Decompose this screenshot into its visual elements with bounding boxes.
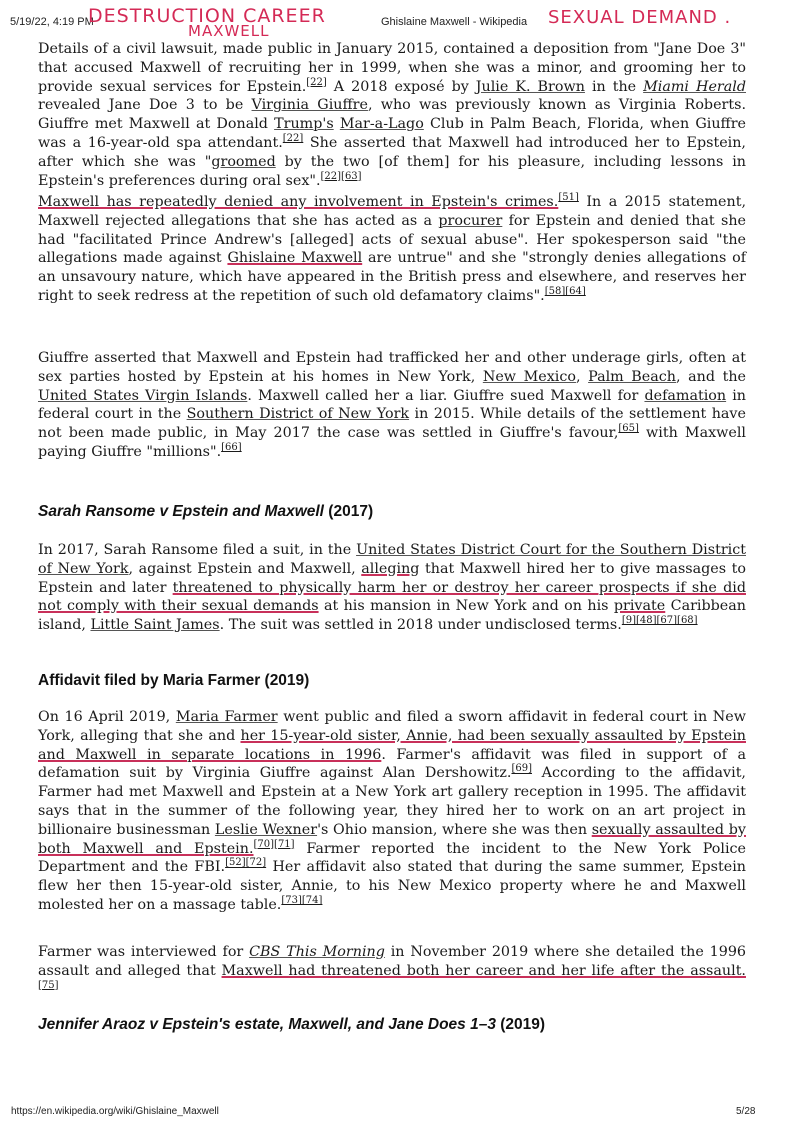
- print-page-number: 5/28: [736, 1106, 756, 1117]
- citation-link[interactable]: [66]: [221, 442, 242, 454]
- text: are untrue" and she "strongly denies allegations of an unsavoury nature, which have appeared in the British press and elsewhere, and reserves her right to seek redress at the repetition of such old defamatory claims".: [38, 250, 746, 304]
- section-heading-araoz: Jennifer Araoz v Epstein's estate, Maxwell, and Jane Does 1–3 (2019): [38, 1016, 546, 1033]
- link-us-virgin-islands[interactable]: United States Virgin Islands: [38, 387, 248, 404]
- text: According to the affidavit, Farmer had met Maxwell and Epstein at a New York art gallery reception in 1995. The affidavit says that in the summer of the following year, they hired her to work on an art project in billionaire businessman: [38, 765, 746, 838]
- link-ghislaine-maxwell[interactable]: Ghislaine Maxwell: [227, 250, 363, 267]
- text: by the two [of them] for his pleasure, including lessons in Epstein's preferences during oral sex".: [38, 153, 747, 189]
- link-virginia-giuffre[interactable]: Virginia Giuffre: [251, 97, 368, 114]
- section-ransome: [38, 541, 746, 635]
- link-julie-k-brown[interactable]: Julie K. Brown: [475, 78, 585, 95]
- text: in 2015. While details of the settlement have not been made public, in May 2017 the case was settled in Giuffre's favour,: [38, 406, 746, 442]
- section-farmer-interview: [38, 943, 746, 999]
- section-giuffre-suit: [38, 349, 746, 462]
- section-jane-doe-3: [38, 40, 746, 190]
- handwritten-annotation-maxwell: MAXWELL: [188, 22, 270, 40]
- link-miami-herald[interactable]: Miami Herald: [643, 78, 746, 95]
- heading-block-ransome: [38, 503, 746, 521]
- print-footer-url: https://en.wikipedia.org/wiki/Ghislaine_Maxwell: [11, 1106, 219, 1117]
- citation-link[interactable]: [58][64]: [544, 286, 586, 298]
- text: Club in Palm Beach, Florida, when Giuffre was a 16-year-old spa attendant.: [38, 116, 746, 151]
- citation-link[interactable]: [75]: [38, 979, 59, 991]
- heading-block-araoz: [38, 1016, 746, 1034]
- text: Giuffre asserted that Maxwell and Epstein had trafficked her and other underage girls, often at sex parties hosted by Epstein at his homes in New York,: [38, 350, 746, 385]
- link-defamation[interactable]: defamation: [644, 387, 727, 404]
- link-district-court-sdny[interactable]: United States District Court for the Southern District of New York: [38, 542, 746, 577]
- citation-link[interactable]: [22]: [306, 76, 327, 88]
- text: Caribbean island,: [38, 598, 746, 634]
- link-new-mexico[interactable]: New Mexico: [482, 368, 576, 385]
- paragraph-jane-doe-deposition: [38, 40, 746, 190]
- text: revealed Jane Doe 3 to be: [38, 97, 252, 114]
- citation-link[interactable]: [65]: [618, 423, 639, 435]
- handwritten-annotation-sexual-demand: SEXUAL DEMAND .: [548, 7, 732, 28]
- paragraph-ransome-suit: [38, 541, 746, 635]
- highlighted-text: alleging: [361, 560, 420, 577]
- text: in federal court in the: [38, 387, 747, 423]
- highlighted-text: threatened to physically harm her or destroy her career prospects if she did not comply with their sexual demands: [38, 579, 746, 615]
- link-procurer[interactable]: procurer: [438, 212, 503, 229]
- text: , against Epstein and Maxwell,: [128, 560, 362, 577]
- highlighted-text: her 15-year-old sister, Annie, had been sexually assaulted by Epstein and Maxwell in separate locations in 1996: [38, 727, 746, 763]
- highlighted-text: sexually assaulted by both Maxwell and Epstein.: [38, 821, 746, 857]
- link-leslie-wexner[interactable]: Leslie Wexner: [214, 821, 318, 838]
- link-southern-district[interactable]: Southern District of New York: [186, 406, 410, 423]
- text: with Maxwell paying Giuffre "millions".: [38, 425, 746, 460]
- text: that Maxwell hired her to give massages to Epstein and later: [38, 560, 747, 596]
- text: . Maxwell called her a liar. Giuffre sued Maxwell for: [247, 387, 645, 404]
- link-mar-a-lago[interactable]: Mar-a-Lago: [339, 116, 424, 133]
- link-little-saint-james[interactable]: Little Saint James: [90, 617, 220, 634]
- section-heading-farmer: Affidavit filed by Maria Farmer (2019): [38, 672, 310, 689]
- print-page-title: Ghislaine Maxwell - Wikipedia: [381, 16, 528, 28]
- text: . The suit was settled in 2018 under undisclosed terms.: [219, 617, 622, 634]
- section-farmer: [38, 708, 746, 915]
- text: In a 2015 statement, Maxwell rejected allegations that she has acted as a: [38, 194, 746, 229]
- link-cbs-this-morning[interactable]: CBS This Morning: [249, 944, 385, 960]
- highlighted-text: Maxwell had threatened both her career and her life after the assault.: [221, 962, 746, 979]
- paragraph-farmer-interview: [38, 943, 746, 999]
- text: Details of a civil lawsuit, made public in January 2015, contained a deposition from "Jane Doe 3" that accused Maxwell of recruiting her in 1999, when she was a minor, and grooming her to provide sexual services for Epstein.: [38, 41, 746, 95]
- link-palm-beach[interactable]: Palm Beach: [588, 368, 677, 385]
- text: Farmer was interviewed for: [38, 944, 250, 960]
- highlighted-text: Maxwell has repeatedly denied any involvement in Epstein's crimes.: [38, 194, 559, 210]
- text: A 2018 exposé by: [326, 78, 476, 95]
- paragraph-farmer-affidavit: [38, 708, 746, 915]
- text: . Farmer's affidavit was filed in support of a defamation suit by Virginia Giuffre against Alan Dershowitz.: [38, 746, 746, 782]
- link-groomed[interactable]: groomed: [211, 153, 276, 170]
- text: Her affidavit also stated that during the same summer, Epstein flew her then 15-year-old sister, Annie, to his New Mexico property where he and Maxwell molested her on a massage table.: [38, 859, 746, 913]
- print-timestamp: 5/19/22, 4:19 PM: [10, 16, 94, 28]
- citation-link[interactable]: [69]: [511, 763, 532, 775]
- text: in the: [584, 78, 644, 95]
- text: at his mansion in New York and on his: [318, 598, 614, 615]
- paragraph-giuffre-trafficking: Giuffre asserted that Maxwell and Epstein had trafficked her and other underage girls, often at sex parties hosted by Epstein at his homes in New York, New Mexico, Palm Beach, and the United States Virgin Islands. Maxwell called her a liar. Giuffre sued Maxwell for defamation in federal court in the Southern District of New York in 2015. While details of the settlement have not been made public, in May 2017 the case was settled in Giuffre's favour,[65] with Maxwell paying Giuffre "millions".[66]: [38, 350, 747, 460]
- citation-link[interactable]: [22][63]: [320, 170, 362, 182]
- section-heading-ransome: Sarah Ransome v Epstein and Maxwell (2017): [38, 503, 374, 520]
- citation-link[interactable]: [73][74]: [281, 895, 323, 907]
- text: for Epstein and denied that she had "facilitated Prince Andrew's [alleged] acts of sexual abuse". Her spokesperson said "the allegations made against: [38, 212, 746, 267]
- heading-block-farmer: [38, 672, 746, 690]
- citation-link[interactable]: [51]: [558, 192, 579, 204]
- citation-link[interactable]: [9][48][67][68]: [621, 615, 698, 627]
- text: She asserted that Maxwell had introduced her to Epstein, after which she was ": [38, 134, 746, 170]
- paragraph-maxwell-denial: [38, 193, 746, 306]
- citation-link[interactable]: [22]: [282, 133, 304, 145]
- section-denials: [38, 193, 746, 306]
- link-maria-farmer[interactable]: Maria Farmer: [175, 709, 278, 725]
- highlighted-text: private: [613, 598, 666, 615]
- text: On 16 April 2019,: [38, 709, 176, 725]
- citation-link[interactable]: [52][72]: [225, 857, 267, 869]
- handwritten-annotation-destruction-career: DESTRUCTION CAREER: [88, 5, 326, 27]
- text: in November 2019 where she detailed the 1996 assault and alleged that: [38, 944, 747, 979]
- text: went public and filed a sworn affidavit in federal court in New York, alleging that she and: [38, 709, 746, 744]
- text: 's Ohio mansion, where she was then: [317, 821, 592, 838]
- text: In 2017, Sarah Ransome filed a suit, in the: [38, 542, 357, 558]
- text: Farmer reported the incident to the New York Police Department and the FBI.: [38, 840, 746, 876]
- citation-link[interactable]: [70][71]: [253, 838, 295, 850]
- link-trump[interactable]: Trump's: [274, 116, 334, 133]
- text: , who was previously known as Virginia Roberts. Giuffre met Maxwell at Donald: [38, 97, 746, 133]
